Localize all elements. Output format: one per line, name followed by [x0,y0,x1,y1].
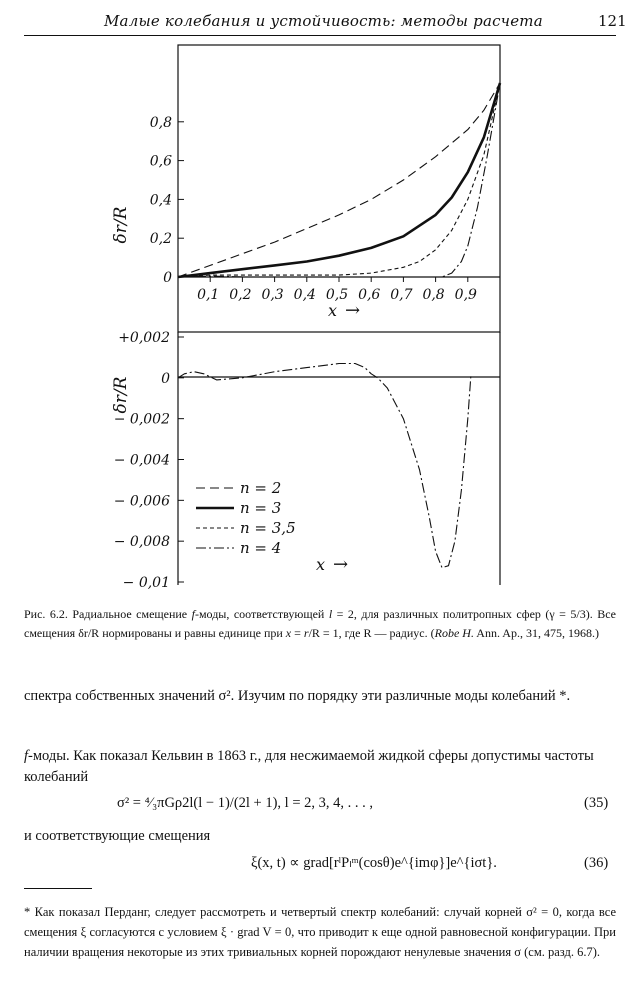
caption-text6: Ann. Ap., 31, 475, 1968.) [473,626,599,640]
paragraph-f-modes [24,746,616,788]
upper-x-ticks [178,277,500,303]
upper-series-n-4 [178,83,500,277]
equation-36-number: (36) [584,855,609,871]
equation-35-number: (35) [584,795,609,811]
caption-text: -моды, соответствующей [194,607,329,621]
upper-x-tick-label: 0,6 [358,287,381,303]
upper-x-tick-label: 0,3 [261,287,284,303]
upper-y-ticks [150,115,184,286]
upper-series-n-2 [178,83,500,277]
upper-series [178,83,500,277]
lower-series [178,364,471,568]
equation-35: σ² = ⁴⁄₃πGρ2l(l − 1)/(2l + 1), l = 2, 3, 4, . . . , [117,795,374,811]
upper-x-axis-label: x [328,301,338,320]
para2-f: f [24,748,29,764]
caption-text2: = 2, для различных политропных сфер (γ = 5/3). Все смещения [24,607,616,640]
running-title: Малые колебания и устойчивость: методы расчета [104,12,543,30]
lower-y-tick-label: − 0,004 [113,452,170,469]
caption-ref: Robe H. [434,626,474,640]
legend-label: n = 4 [240,539,282,557]
equation-36: ξ(x, t) ∝ grad[rˡPₗᵐ(cosθ)e^{imφ}]e^{iσt}. [251,855,497,871]
legend-label: n = 3,5 [240,519,296,537]
lower-x-axis-label: x [316,555,326,574]
upper-y-tick-label: 0,4 [149,192,172,209]
upper-x-arrow: → [345,300,361,321]
upper-y-tick-label: 0,2 [149,231,172,248]
lower-y-tick-label: +0,002 [118,330,170,346]
lower-y-ticks [114,330,184,591]
legend [196,479,296,557]
upper-y-axis-label: δr/R [111,206,131,244]
lower-y-tick-label: − 0,01 [122,575,170,591]
header-rule [24,35,616,36]
lower-y-tick-label: 0 [161,370,170,387]
para2-text: -моды. Как показал Кельвин в 1863 г., для несжимаемой жидкой сферы допустимы частоты колебаний [24,748,594,785]
page-header [0,0,643,40]
upper-x-tick-label: 0,8 [422,287,445,303]
caption-l: l [328,607,333,621]
lower-series-n-4 [178,364,471,568]
paragraph-displacements: и соответствующие смещения [24,828,211,844]
caption-dr: δr/R [78,626,100,640]
lower-chart [111,330,500,591]
upper-x-tick-label: 0,1 [197,287,220,303]
paragraph-spectrum: спектра собственных значений σ². Изучим по порядку эти различные моды колебаний *. [24,688,571,704]
caption-f: f [191,607,195,621]
caption-r: r [303,626,309,640]
caption-x: x [285,626,292,640]
upper-x-tick-label: 0,5 [325,287,349,303]
caption-prefix: Рис. 6.2. Радиальное смещение [24,607,192,621]
footnote: * Как показал Перданг, следует рассмотреть и четвертый спектр колебаний: случай корней σ² = 0, когда все смещения ξ согласуются с условием ξ · grad V = 0, что приводит к еще одной равновесной конфигурации. При наличии вращения некоторые из этих тривиальных корней порождают ненулевые значения σ (см. разд. 6.7). [24,905,616,959]
upper-series-n-3-5 [178,83,500,277]
footnote-rule [24,888,92,889]
upper-x-tick-label: 0,4 [293,287,316,303]
legend-label: n = 2 [240,479,282,497]
legend-label: n = 3 [240,499,282,517]
upper-x-tick-label: 0,9 [454,287,477,303]
caption-text4: = [291,626,304,640]
upper-x-tick-label: 0,7 [390,287,413,303]
upper-y-tick-label: 0 [163,270,172,286]
upper-chart [111,45,500,332]
upper-x-tick-label: 0,2 [229,287,252,303]
upper-y-tick-label: 0,8 [149,114,172,131]
lower-y-tick-label: − 0,002 [113,411,170,428]
page-number: 121 [598,12,627,30]
figure-caption [24,605,616,643]
caption-text5: /R = 1, где R — радиус. ( [308,626,435,640]
lower-y-axis-label: δr/R [111,376,131,414]
upper-y-tick-label: 0,6 [149,153,172,170]
figure-6-2 [0,40,643,600]
caption-text3: нормированы и равны единице при [99,626,286,640]
lower-y-tick-label: − 0,008 [113,534,170,551]
upper-series-n-3 [178,83,500,277]
lower-y-tick-label: − 0,006 [113,493,170,510]
lower-x-arrow: → [333,554,349,575]
